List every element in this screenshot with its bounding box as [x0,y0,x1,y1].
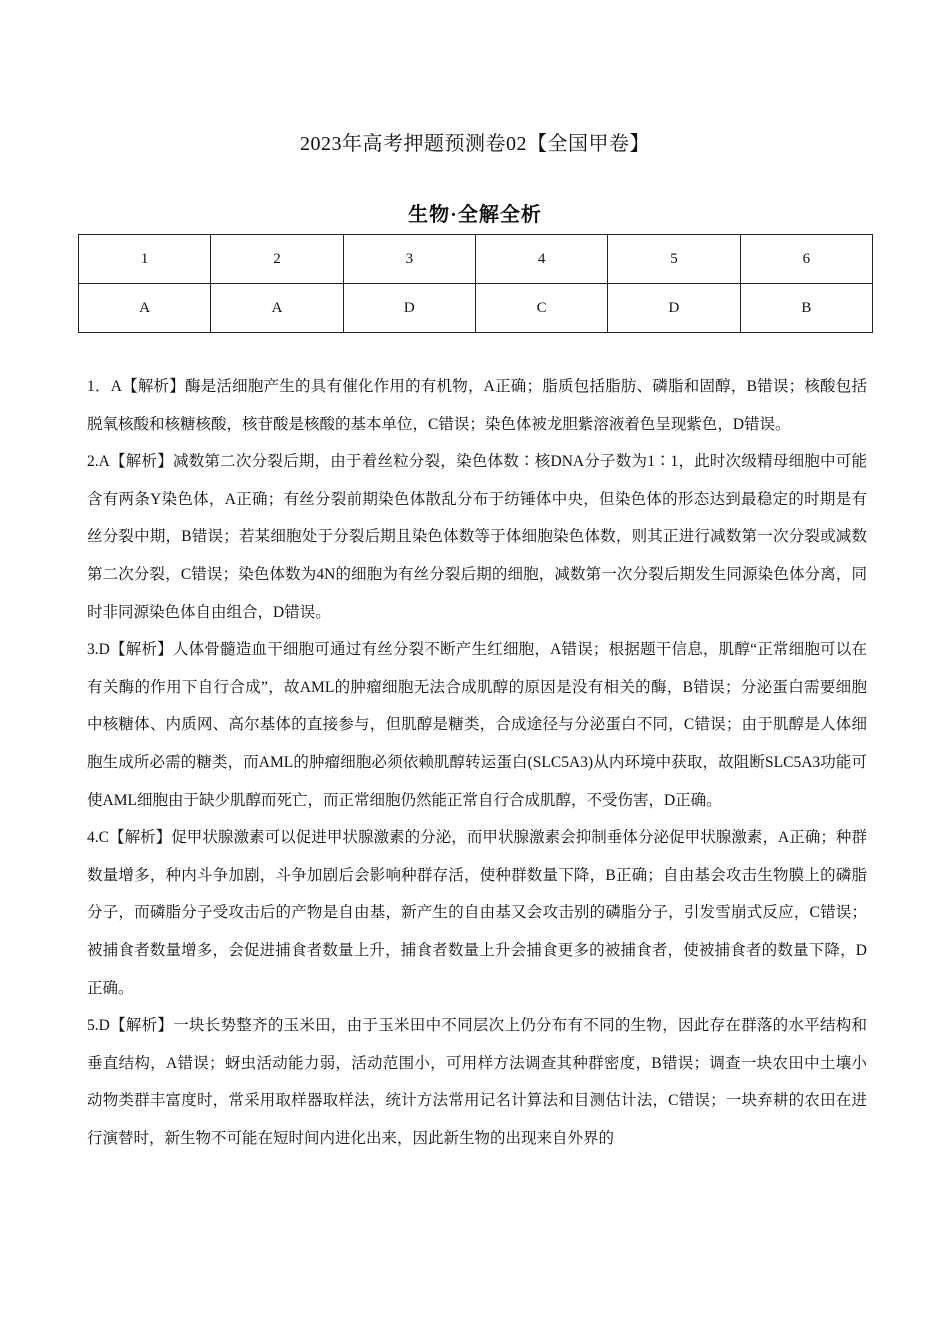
question-number-cell: 6 [740,235,872,284]
explanations-body [87,368,867,1157]
explanation-paragraph-5: 5.D【解析】一块长势整齐的玉米田，由于玉米田中不同层次上仍分布有不同的生物，因此存在群落的水平结构和垂直结构，A错误；蚜虫活动能力弱，活动范围小，可用样方法调查其种群密度，B错误；调查一块农田中土壤小动物类群丰富度时，常采用取样器取样法，统计方法常用记名计算法和目测估计法，C错误；一块弃耕的农田在进行演替时，新生物不可能在短时间内进化出来，因此新生物的出现来自外界的 [87,1017,867,1147]
page-subtitle: 生物·全解全析 [408,204,542,226]
question-number-cell: 3 [343,235,475,284]
explanation-paragraph-2: 2.A【解析】减数第二次分裂后期，由于着丝粒分裂，染色体数∶核DNA分子数为1∶1，此时次级精母细胞中可能含有两条Y染色体，A正确；有丝分裂前期染色体散乱分布于纺锤体中央，但染色体的形态达到最稳定的时期是有丝分裂中期，B错误；若某细胞处于分裂后期且染色体数等于体细胞染色体数，则其正进行减数第一次分裂或减数第二次分裂，C错误；染色体数为4N的细胞为有丝分裂后期的细胞，减数第一次分裂后期发生同源染色体分离，同时非同源染色体自由组合，D错误。 [87,453,867,621]
answer-table-answer-row [79,284,873,333]
answer-cell: A [211,284,343,333]
answer-cell: C [475,284,607,333]
page-title: 2023年高考押题预测卷02【全国甲卷】 [300,133,650,155]
question-number-cell: 1 [79,235,211,284]
answer-table [78,234,873,333]
answer-cell: D [343,284,475,333]
explanation-paragraph-1: 1．A【解析】酶是活细胞产生的具有催化作用的有机物，A正确；脂质包括脂肪、磷脂和固醇，B错误；核酸包括脱氧核酸和核糖核酸，核苷酸是核酸的基本单位，C错误；染色体被龙胆紫溶液着色呈现紫色，D错误。 [87,378,867,433]
answer-cell: B [740,284,872,333]
answer-cell: A [79,284,211,333]
answer-table-number-row [79,235,873,284]
explanation-paragraph-3: 3.D【解析】人体骨髓造血干细胞可通过有丝分裂不断产生红细胞，A错误；根据题干信息，肌醇“正常细胞可以在有关酶的作用下自行合成”，故AML的肿瘤细胞无法合成肌醇的原因是没有相关的酶，B错误；分泌蛋白需要细胞中核糖体、内质网、高尔基体的直接参与，但肌醇是糖类，合成途径与分泌蛋白不同，C错误；由于肌醇是人体细胞生成所必需的糖类，而AML的肿瘤细胞必须依赖肌醇转运蛋白(SLC5A3)从内环境中获取，故阻断SLC5A3功能可使AML细胞由于缺少肌醇而死亡，而正常细胞仍然能正常自行合成肌醇，不受伤害，D正确。 [87,641,867,809]
answer-cell: D [608,284,740,333]
question-number-cell: 4 [475,235,607,284]
explanation-paragraph-4: 4.C【解析】促甲状腺激素可以促进甲状腺激素的分泌，而甲状腺激素会抑制垂体分泌促甲状腺激素，A正确；种群数量增多，种内斗争加剧，斗争加剧后会影响种群存活，使种群数量下降，B正确；自由基会攻击生物膜上的磷脂分子，而磷脂分子受攻击后的产物是自由基，新产生的自由基又会攻击别的磷脂分子，引发雪崩式反应，C错误；被捕食者数量增多，会促进捕食者数量上升，捕食者数量上升会捕食更多的被捕食者，使被捕食者的数量下降，D正确。 [87,829,867,997]
question-number-cell: 2 [211,235,343,284]
question-number-cell: 5 [608,235,740,284]
